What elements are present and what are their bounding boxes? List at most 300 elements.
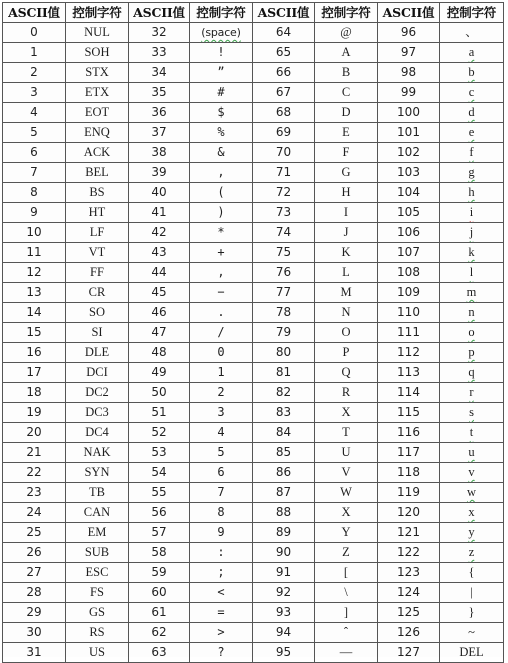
cell-text: t (469, 425, 474, 439)
control-char-cell (66, 423, 129, 443)
cell-text: c (468, 85, 475, 99)
lowercase-char-cell (440, 383, 504, 403)
cell-text: 72 (275, 185, 292, 199)
cell-text: 23 (26, 485, 42, 499)
symbol-cell (190, 463, 253, 483)
uppercase-char-cell (315, 403, 378, 423)
lowercase-char-cell (440, 103, 504, 123)
header-control-char: 控制字符 (440, 3, 504, 23)
cell-text: ] (343, 605, 349, 619)
cell-text: 0 (217, 345, 225, 359)
header-ascii-value: ASCII值 (129, 3, 190, 23)
header-control-char: 控制字符 (66, 3, 129, 23)
lowercase-char-cell (440, 323, 504, 343)
ascii-value-cell (3, 323, 66, 343)
control-char-cell (66, 203, 129, 223)
cell-text: | (470, 585, 473, 599)
ascii-value-cell (253, 283, 315, 303)
uppercase-char-cell (315, 443, 378, 463)
ascii-value-cell (129, 583, 190, 603)
ascii-value-cell (3, 223, 66, 243)
cell-text: Q (341, 365, 351, 379)
control-char-cell (66, 183, 129, 203)
cell-text: g (468, 165, 475, 179)
ascii-value-cell (3, 23, 66, 43)
control-char-cell (66, 143, 129, 163)
cell-text: CR (88, 285, 106, 299)
control-char-cell (66, 343, 129, 363)
uppercase-char-cell (315, 383, 378, 403)
ascii-value-cell (129, 483, 190, 503)
symbol-cell (190, 183, 253, 203)
table-body (3, 23, 504, 663)
uppercase-char-cell (315, 103, 378, 123)
ascii-value-cell (129, 263, 190, 283)
cell-text: Y (341, 525, 351, 539)
ascii-value-cell (253, 443, 315, 463)
uppercase-char-cell (315, 423, 378, 443)
cell-text: P (342, 345, 350, 359)
cell-text: 73 (275, 205, 292, 219)
cell-text: 19 (26, 405, 42, 419)
lowercase-char-cell (440, 583, 504, 603)
symbol-cell (190, 443, 253, 463)
ascii-value-cell (378, 163, 440, 183)
ascii-value-cell (253, 503, 315, 523)
cell-text: T (342, 425, 350, 439)
cell-text: 74 (275, 225, 292, 239)
symbol-cell (190, 303, 253, 323)
ascii-value-cell (378, 483, 440, 503)
lowercase-char-cell (440, 363, 504, 383)
cell-text: 38 (151, 145, 167, 159)
cell-text: b (468, 65, 475, 79)
cell-text: 51 (151, 405, 167, 419)
ascii-value-cell (3, 283, 66, 303)
ascii-value-cell (3, 463, 66, 483)
ascii-value-cell (129, 443, 190, 463)
symbol-cell (190, 503, 253, 523)
cell-text: 127 (397, 645, 420, 659)
cell-text: & (217, 145, 225, 159)
cell-text: 39 (151, 165, 167, 179)
uppercase-char-cell (315, 223, 378, 243)
uppercase-char-cell (315, 483, 378, 503)
table-row (3, 323, 504, 343)
cell-text: 71 (275, 165, 292, 179)
cell-text: 125 (397, 605, 420, 619)
lowercase-char-cell (440, 523, 504, 543)
uppercase-char-cell (315, 283, 378, 303)
cell-text: 32 (151, 25, 167, 39)
ascii-value-cell (378, 443, 440, 463)
cell-text: 25 (26, 525, 42, 539)
cell-text: 95 (275, 645, 292, 659)
ascii-value-cell (253, 203, 315, 223)
cell-text: ~ (468, 625, 475, 639)
cell-text: R (341, 385, 351, 399)
lowercase-char-cell (440, 223, 504, 243)
cell-text: 60 (151, 585, 167, 599)
ascii-value-cell (378, 523, 440, 543)
cell-text: B (341, 65, 351, 79)
ascii-value-cell (3, 403, 66, 423)
ascii-value-cell (253, 523, 315, 543)
cell-text: w (466, 485, 477, 499)
cell-text: DCI (86, 365, 108, 379)
uppercase-char-cell (315, 583, 378, 603)
cell-text: 6 (217, 465, 225, 479)
symbol-cell (190, 483, 253, 503)
lowercase-char-cell (440, 263, 504, 283)
cell-text: 12 (26, 265, 42, 279)
lowercase-char-cell (440, 443, 504, 463)
cell-text: 116 (397, 425, 420, 439)
cell-text: 1 (217, 365, 225, 379)
cell-text: 126 (397, 625, 420, 639)
cell-text: BEL (85, 165, 109, 179)
header-control-char: 控制字符 (315, 3, 378, 23)
cell-text: STX (85, 65, 109, 79)
cell-text: 26 (26, 545, 42, 559)
lowercase-char-cell (440, 403, 504, 423)
cell-text: { (468, 565, 475, 579)
cell-text: 87 (275, 485, 292, 499)
symbol-cell (190, 263, 253, 283)
cell-text: 80 (275, 345, 292, 359)
table-row (3, 583, 504, 603)
table-row (3, 603, 504, 623)
uppercase-char-cell (315, 463, 378, 483)
cell-text: m (466, 285, 477, 299)
ascii-value-cell (253, 423, 315, 443)
table-row (3, 543, 504, 563)
cell-text: 28 (26, 585, 42, 599)
ascii-value-cell (3, 623, 66, 643)
cell-text: J (343, 225, 349, 239)
ascii-value-cell (378, 363, 440, 383)
cell-text: VT (88, 245, 106, 259)
cell-text: 17 (26, 365, 42, 379)
cell-text: 1 (30, 45, 38, 59)
ascii-value-cell (378, 103, 440, 123)
cell-text: / (217, 325, 225, 339)
cell-text: ! (217, 45, 225, 59)
ascii-value-cell (129, 203, 190, 223)
cell-text: = (217, 605, 225, 619)
table-row (3, 123, 504, 143)
ascii-value-cell (129, 63, 190, 83)
cell-text: 93 (275, 605, 292, 619)
table-row (3, 303, 504, 323)
cell-text: — (339, 645, 353, 659)
control-char-cell (66, 123, 129, 143)
cell-text: 9 (217, 525, 225, 539)
table-row (3, 563, 504, 583)
uppercase-char-cell (315, 23, 378, 43)
lowercase-char-cell (440, 603, 504, 623)
ascii-value-cell (378, 83, 440, 103)
cell-text: H (341, 185, 351, 199)
cell-text: NUL (84, 25, 110, 39)
cell-text: y (468, 525, 475, 539)
cell-text: 124 (397, 585, 420, 599)
ascii-value-cell (129, 543, 190, 563)
ascii-value-cell (129, 503, 190, 523)
cell-text: 90 (275, 545, 292, 559)
cell-text: SOH (84, 45, 110, 59)
cell-text: 120 (397, 505, 420, 519)
table-row (3, 103, 504, 123)
table-row (3, 423, 504, 443)
ascii-value-cell (378, 423, 440, 443)
ascii-value-cell (3, 483, 66, 503)
ascii-value-cell (3, 243, 66, 263)
ascii-value-cell (3, 303, 66, 323)
table-row (3, 403, 504, 423)
ascii-value-cell (253, 543, 315, 563)
cell-text: E (342, 125, 350, 139)
table-row (3, 83, 504, 103)
cell-text: SO (89, 305, 105, 319)
ascii-value-cell (3, 83, 66, 103)
symbol-cell (190, 563, 253, 583)
cell-text: 40 (151, 185, 167, 199)
cell-text: 98 (400, 65, 417, 79)
cell-text: 86 (275, 465, 292, 479)
ascii-value-cell (3, 583, 66, 603)
cell-text: k (468, 245, 475, 259)
table-row (3, 363, 504, 383)
cell-text: EOT (84, 105, 110, 119)
table-row (3, 623, 504, 643)
uppercase-char-cell (315, 343, 378, 363)
uppercase-char-cell (315, 163, 378, 183)
cell-text: p (468, 345, 475, 359)
symbol-cell (190, 103, 253, 123)
cell-text: 99 (400, 85, 417, 99)
cell-text: 53 (151, 445, 167, 459)
cell-text: DC3 (85, 405, 109, 419)
ascii-value-cell (129, 183, 190, 203)
cell-text: + (217, 245, 225, 259)
cell-text: f (469, 145, 474, 159)
ascii-value-cell (253, 563, 315, 583)
cell-text: 85 (275, 445, 292, 459)
table-row (3, 343, 504, 363)
cell-text: ( (217, 185, 225, 199)
lowercase-char-cell (440, 143, 504, 163)
cell-text: − (217, 285, 225, 299)
cell-text: 18 (26, 385, 42, 399)
table-row (3, 183, 504, 203)
cell-text: F (342, 145, 350, 159)
cell-text: 110 (397, 305, 420, 319)
cell-text: 82 (275, 385, 292, 399)
cell-text: 10 (26, 225, 42, 239)
cell-text: ETX (84, 85, 110, 99)
cell-text: NAK (83, 445, 111, 459)
lowercase-char-cell (440, 543, 504, 563)
cell-text: 3 (217, 405, 225, 419)
cell-text: o (468, 325, 475, 339)
ascii-value-cell (253, 623, 315, 643)
cell-text: j (469, 225, 474, 239)
ascii-value-cell (378, 503, 440, 523)
cell-text: FF (90, 265, 104, 279)
ascii-value-cell (253, 323, 315, 343)
cell-text: 88 (275, 505, 292, 519)
ascii-value-cell (3, 63, 66, 83)
ascii-value-cell (3, 103, 66, 123)
ascii-value-cell (3, 443, 66, 463)
ascii-value-cell (3, 123, 66, 143)
ascii-value-cell (253, 463, 315, 483)
ascii-value-cell (129, 83, 190, 103)
table-row (3, 203, 504, 223)
symbol-cell (190, 203, 253, 223)
ascii-value-cell (129, 323, 190, 343)
cell-text: l (469, 265, 474, 279)
ascii-value-cell (3, 183, 66, 203)
ascii-value-cell (3, 363, 66, 383)
cell-text: [ (343, 565, 349, 579)
control-char-cell (66, 403, 129, 423)
ascii-value-cell (129, 523, 190, 543)
table-row (3, 283, 504, 303)
ascii-value-cell (129, 23, 190, 43)
table-row (3, 503, 504, 523)
ascii-value-cell (129, 403, 190, 423)
cell-text: 14 (26, 305, 42, 319)
cell-text: * (217, 225, 225, 239)
cell-text: 2 (217, 385, 225, 399)
cell-text: 34 (151, 65, 167, 79)
symbol-cell (190, 403, 253, 423)
cell-text: > (217, 625, 225, 639)
cell-text: . (217, 305, 225, 319)
cell-text: 2 (30, 65, 38, 79)
uppercase-char-cell (315, 623, 378, 643)
cell-text: V (341, 465, 351, 479)
symbol-cell (190, 43, 253, 63)
cell-text: RS (89, 625, 105, 639)
cell-text: 123 (397, 565, 420, 579)
table-row (3, 243, 504, 263)
ascii-value-cell (253, 123, 315, 143)
ascii-value-cell (3, 343, 66, 363)
cell-text: q (468, 365, 475, 379)
control-char-cell (66, 63, 129, 83)
cell-text: 44 (151, 265, 167, 279)
control-char-cell (66, 583, 129, 603)
cell-text: K (341, 245, 351, 259)
control-char-cell (66, 563, 129, 583)
cell-text: 104 (397, 185, 420, 199)
cell-text: 84 (275, 425, 292, 439)
lowercase-char-cell (440, 83, 504, 103)
cell-text: 47 (151, 325, 167, 339)
cell-text: 109 (397, 285, 420, 299)
cell-text: ; (217, 565, 225, 579)
ascii-value-cell (129, 43, 190, 63)
cell-text: 0 (30, 25, 38, 39)
lowercase-char-cell (440, 303, 504, 323)
cell-text: SUB (84, 545, 110, 559)
ascii-value-cell (378, 343, 440, 363)
cell-text: : (217, 545, 225, 559)
ascii-value-cell (378, 203, 440, 223)
uppercase-char-cell (315, 543, 378, 563)
cell-text: SYN (84, 465, 110, 479)
cell-text: ENQ (84, 125, 110, 139)
ascii-value-cell (3, 603, 66, 623)
ascii-table-sheet (2, 2, 503, 657)
cell-text: M (340, 285, 352, 299)
cell-text: DC4 (85, 425, 109, 439)
control-char-cell (66, 383, 129, 403)
cell-text: DEL (459, 645, 484, 659)
ascii-value-cell (378, 543, 440, 563)
control-char-cell (66, 283, 129, 303)
cell-text: 75 (275, 245, 292, 259)
cell-text: } (468, 605, 475, 619)
ascii-value-cell (378, 383, 440, 403)
table-row (3, 223, 504, 243)
cell-text: d (468, 105, 475, 119)
ascii-value-cell (3, 143, 66, 163)
ascii-value-cell (129, 103, 190, 123)
cell-text: SI (91, 325, 103, 339)
cell-text: 111 (397, 325, 420, 339)
cell-text: (space) (201, 26, 241, 39)
control-char-cell (66, 163, 129, 183)
cell-text: n (468, 305, 475, 319)
ascii-value-cell (3, 263, 66, 283)
cell-text: 36 (151, 105, 167, 119)
ascii-value-cell (378, 123, 440, 143)
lowercase-char-cell (440, 563, 504, 583)
cell-text: 7 (217, 485, 225, 499)
table-row (3, 143, 504, 163)
ascii-value-cell (253, 303, 315, 323)
cell-text: a (468, 45, 475, 59)
cell-text: 68 (275, 105, 292, 119)
ascii-value-cell (129, 463, 190, 483)
table-row (3, 523, 504, 543)
cell-text: 46 (151, 305, 167, 319)
cell-text: 115 (397, 405, 420, 419)
ascii-value-cell (253, 183, 315, 203)
cell-text: < (217, 585, 225, 599)
ascii-value-cell (378, 403, 440, 423)
cell-text: DC2 (85, 385, 109, 399)
ascii-value-cell (253, 343, 315, 363)
cell-text: U (341, 445, 351, 459)
uppercase-char-cell (315, 363, 378, 383)
cell-text: 16 (26, 345, 42, 359)
cell-text: 66 (275, 65, 292, 79)
uppercase-char-cell (315, 63, 378, 83)
uppercase-char-cell (315, 603, 378, 623)
header-control-char: 控制字符 (190, 3, 253, 23)
cell-text: ) (217, 205, 225, 219)
cell-text: 21 (26, 445, 42, 459)
ascii-value-cell (3, 203, 66, 223)
control-char-cell (66, 543, 129, 563)
cell-text: h (468, 185, 475, 199)
cell-text: EM (87, 525, 107, 539)
